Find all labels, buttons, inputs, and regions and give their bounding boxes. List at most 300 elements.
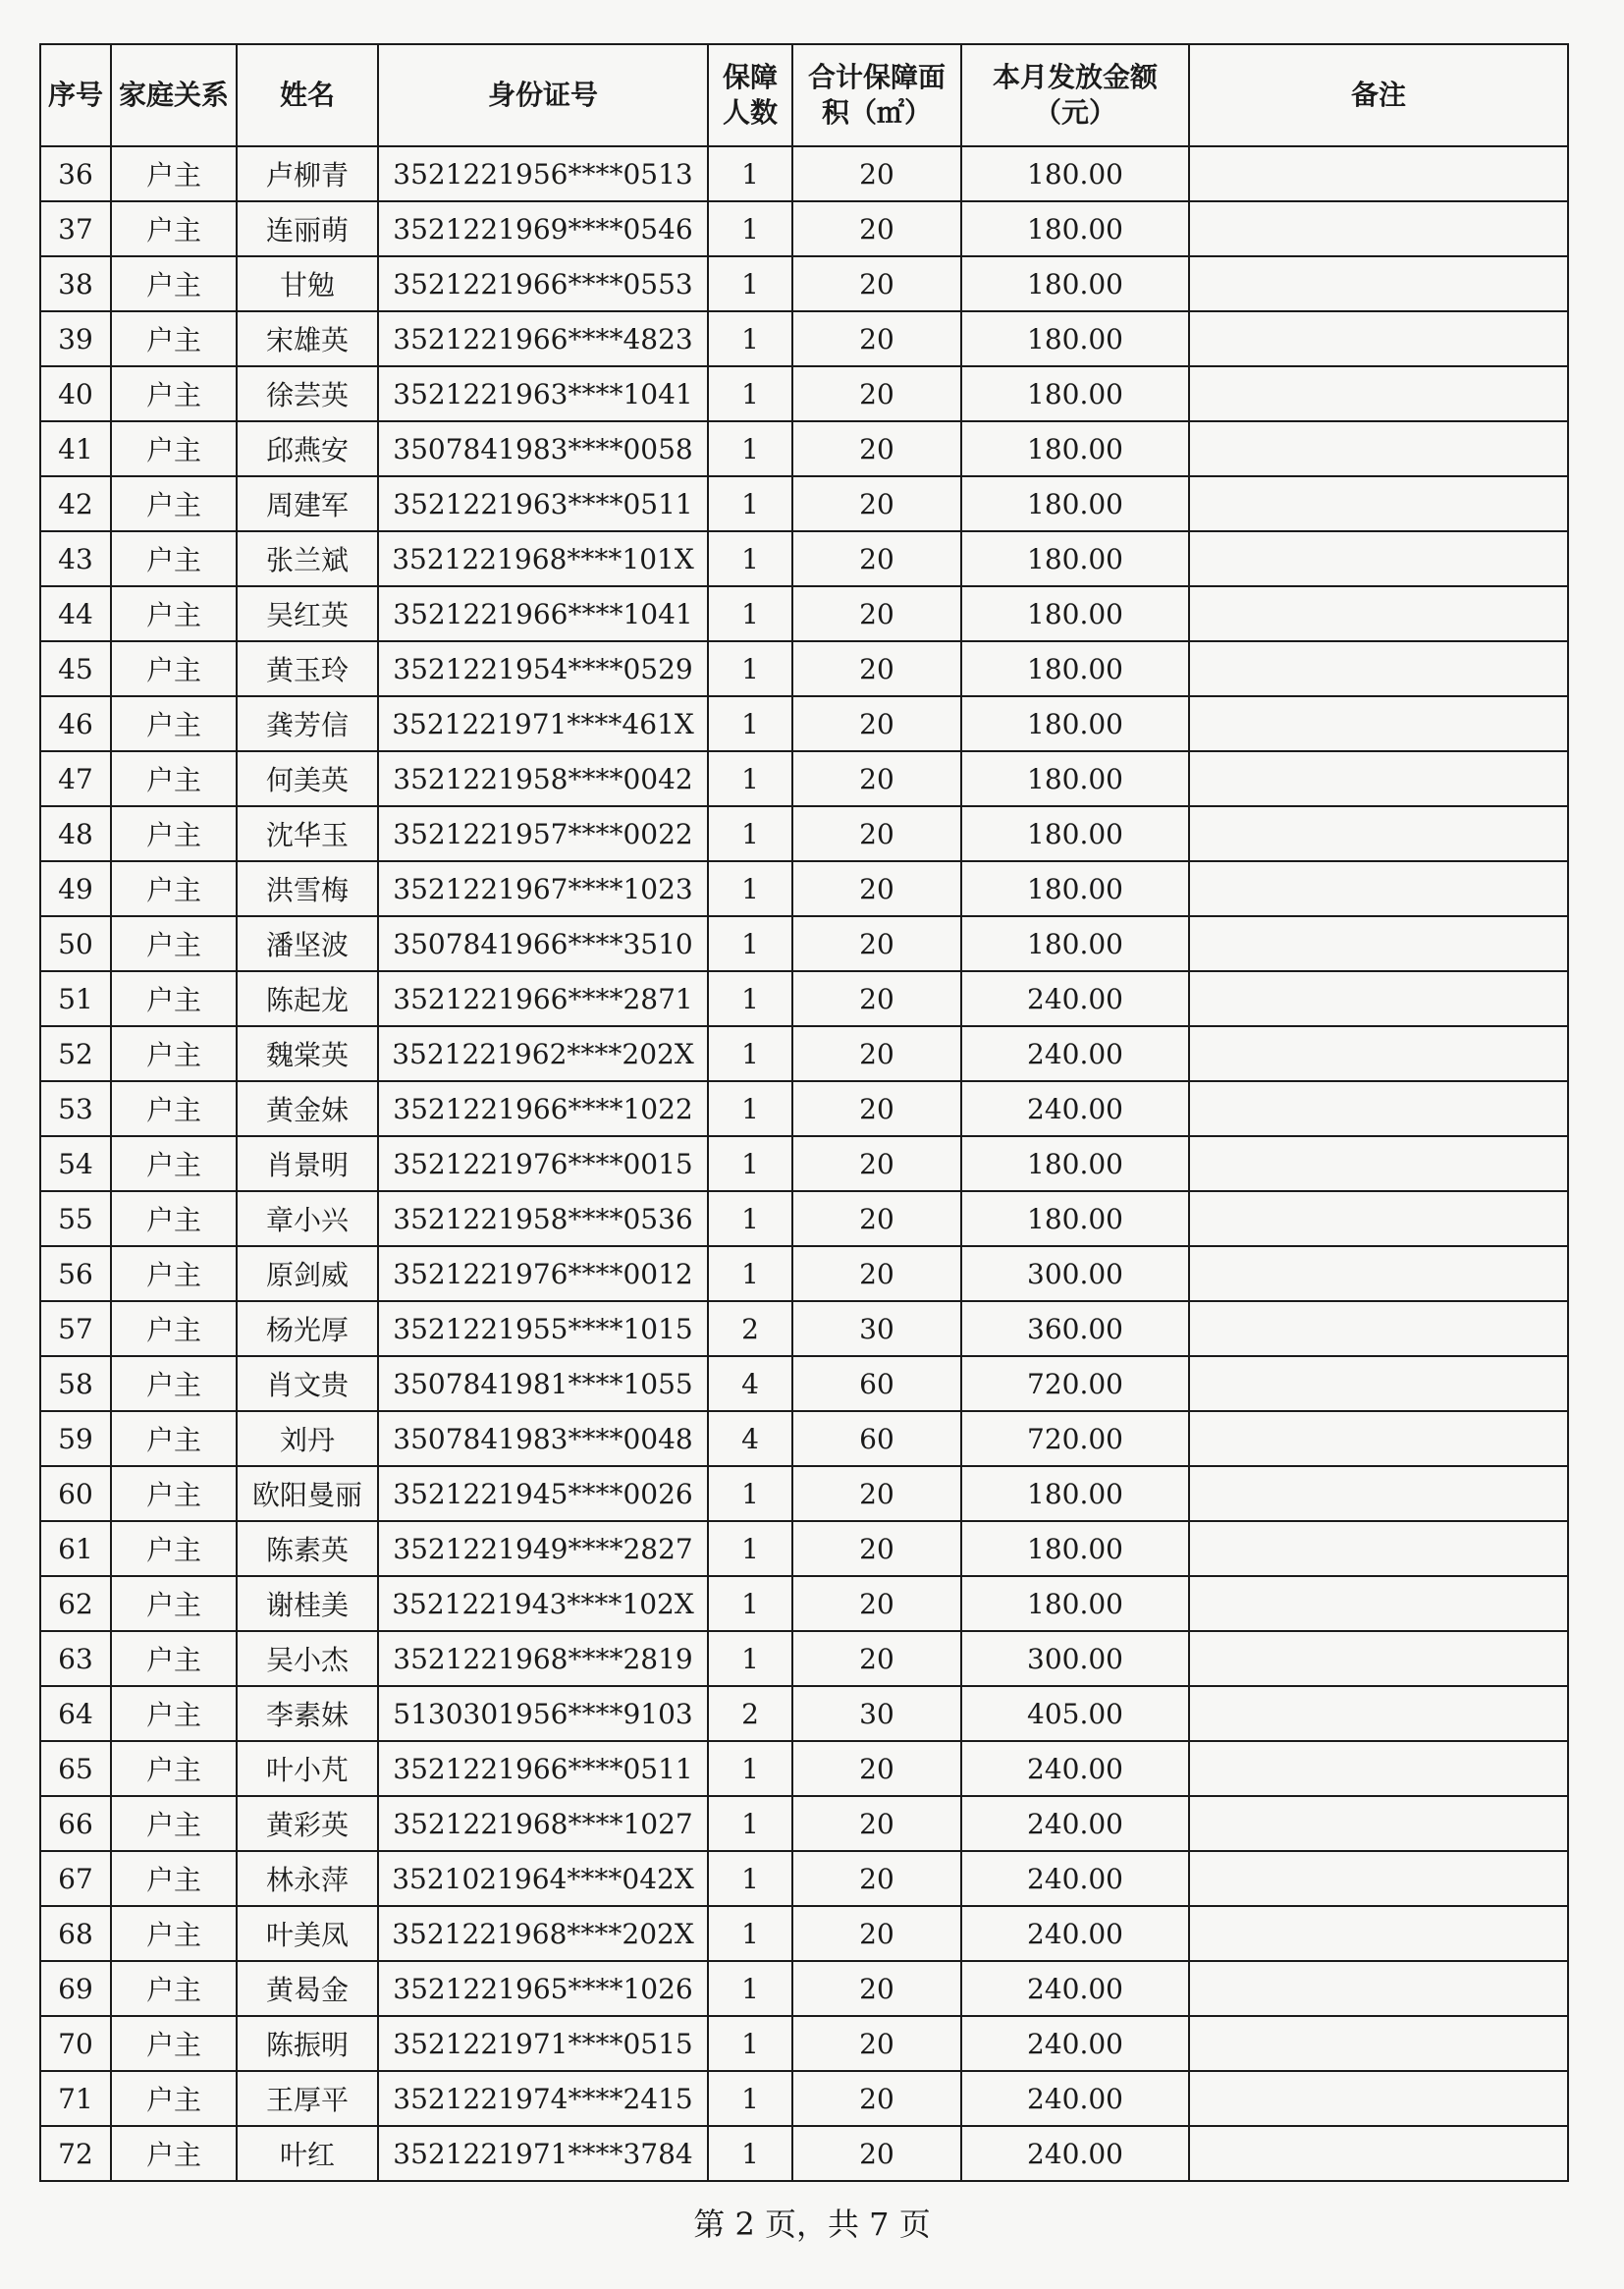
cell-remark bbox=[1189, 806, 1568, 861]
cell-seq: 55 bbox=[40, 1191, 111, 1246]
header-amount-line2: （元） bbox=[1033, 96, 1116, 129]
cell-name: 潘坚波 bbox=[237, 916, 378, 971]
cell-name: 黄金妹 bbox=[237, 1081, 378, 1136]
cell-amount: 180.00 bbox=[961, 146, 1189, 201]
table-row bbox=[40, 1411, 1568, 1466]
cell-area: 20 bbox=[792, 641, 961, 696]
header-area-line2: 积（㎡） bbox=[821, 96, 932, 129]
cell-seq: 64 bbox=[40, 1686, 111, 1741]
cell-id-number: 3521221969****0546 bbox=[378, 201, 708, 256]
cell-name: 原剑威 bbox=[237, 1246, 378, 1301]
cell-area: 20 bbox=[792, 1741, 961, 1796]
header-name: 姓名 bbox=[237, 44, 378, 146]
table-row bbox=[40, 1741, 1568, 1796]
cell-persons: 1 bbox=[708, 146, 792, 201]
table-row bbox=[40, 1301, 1568, 1356]
cell-id-number: 3521221956****0513 bbox=[378, 146, 708, 201]
cell-seq: 52 bbox=[40, 1026, 111, 1081]
cell-persons: 2 bbox=[708, 1301, 792, 1356]
cell-name: 黄曷金 bbox=[237, 1961, 378, 2016]
cell-area: 20 bbox=[792, 421, 961, 476]
cell-name: 甘勉 bbox=[237, 256, 378, 311]
cell-relation: 户主 bbox=[111, 256, 237, 311]
cell-persons: 1 bbox=[708, 751, 792, 806]
cell-amount: 180.00 bbox=[961, 366, 1189, 421]
cell-seq: 37 bbox=[40, 201, 111, 256]
cell-relation: 户主 bbox=[111, 1081, 237, 1136]
cell-remark bbox=[1189, 1521, 1568, 1576]
cell-relation: 户主 bbox=[111, 1136, 237, 1191]
cell-relation: 户主 bbox=[111, 1466, 237, 1521]
cell-relation: 户主 bbox=[111, 916, 237, 971]
cell-id-number: 3521221963****0511 bbox=[378, 476, 708, 531]
cell-area: 20 bbox=[792, 311, 961, 366]
cell-name: 肖景明 bbox=[237, 1136, 378, 1191]
cell-seq: 47 bbox=[40, 751, 111, 806]
cell-relation: 户主 bbox=[111, 421, 237, 476]
cell-amount: 180.00 bbox=[961, 1576, 1189, 1631]
cell-relation: 户主 bbox=[111, 1356, 237, 1411]
cell-name: 卢柳青 bbox=[237, 146, 378, 201]
cell-id-number: 3521221968****101X bbox=[378, 531, 708, 586]
cell-remark bbox=[1189, 971, 1568, 1026]
table-row bbox=[40, 1851, 1568, 1906]
cell-name: 叶美凤 bbox=[237, 1906, 378, 1961]
cell-relation: 户主 bbox=[111, 1191, 237, 1246]
cell-remark bbox=[1189, 421, 1568, 476]
cell-remark bbox=[1189, 1081, 1568, 1136]
cell-persons: 1 bbox=[708, 1576, 792, 1631]
cell-persons: 1 bbox=[708, 806, 792, 861]
cell-seq: 60 bbox=[40, 1466, 111, 1521]
cell-persons: 4 bbox=[708, 1356, 792, 1411]
cell-area: 30 bbox=[792, 1686, 961, 1741]
cell-amount: 240.00 bbox=[961, 1796, 1189, 1851]
cell-id-number: 3521221945****0026 bbox=[378, 1466, 708, 1521]
cell-persons: 1 bbox=[708, 1191, 792, 1246]
cell-area: 20 bbox=[792, 971, 961, 1026]
cell-name: 徐芸英 bbox=[237, 366, 378, 421]
cell-id-number: 3521221966****0553 bbox=[378, 256, 708, 311]
cell-id-number: 3521221967****1023 bbox=[378, 861, 708, 916]
cell-persons: 1 bbox=[708, 971, 792, 1026]
table-row bbox=[40, 1961, 1568, 2016]
cell-persons: 1 bbox=[708, 1521, 792, 1576]
cell-seq: 41 bbox=[40, 421, 111, 476]
cell-remark bbox=[1189, 1356, 1568, 1411]
cell-amount: 240.00 bbox=[961, 1961, 1189, 2016]
cell-id-number: 3521221966****0511 bbox=[378, 1741, 708, 1796]
cell-relation: 户主 bbox=[111, 1246, 237, 1301]
cell-remark bbox=[1189, 1576, 1568, 1631]
cell-amount: 180.00 bbox=[961, 1466, 1189, 1521]
cell-seq: 72 bbox=[40, 2126, 111, 2181]
cell-persons: 2 bbox=[708, 1686, 792, 1741]
cell-area: 20 bbox=[792, 2071, 961, 2126]
cell-seq: 58 bbox=[40, 1356, 111, 1411]
cell-persons: 1 bbox=[708, 1466, 792, 1521]
cell-id-number: 3521221971****0515 bbox=[378, 2016, 708, 2071]
cell-name: 叶红 bbox=[237, 2126, 378, 2181]
cell-persons: 1 bbox=[708, 916, 792, 971]
cell-area: 60 bbox=[792, 1356, 961, 1411]
cell-amount: 300.00 bbox=[961, 1246, 1189, 1301]
cell-amount: 180.00 bbox=[961, 421, 1189, 476]
cell-id-number: 3521221965****1026 bbox=[378, 1961, 708, 2016]
cell-amount: 360.00 bbox=[961, 1301, 1189, 1356]
cell-id-number: 3507841983****0058 bbox=[378, 421, 708, 476]
cell-seq: 70 bbox=[40, 2016, 111, 2071]
cell-remark bbox=[1189, 2126, 1568, 2181]
cell-relation: 户主 bbox=[111, 1521, 237, 1576]
cell-relation: 户主 bbox=[111, 696, 237, 751]
cell-area: 20 bbox=[792, 586, 961, 641]
table-row bbox=[40, 696, 1568, 751]
cell-name: 叶小芃 bbox=[237, 1741, 378, 1796]
cell-remark bbox=[1189, 2071, 1568, 2126]
cell-relation: 户主 bbox=[111, 1796, 237, 1851]
cell-area: 20 bbox=[792, 1961, 961, 2016]
cell-name: 陈素英 bbox=[237, 1521, 378, 1576]
cell-amount: 180.00 bbox=[961, 311, 1189, 366]
cell-seq: 63 bbox=[40, 1631, 111, 1686]
cell-seq: 45 bbox=[40, 641, 111, 696]
cell-relation: 户主 bbox=[111, 366, 237, 421]
cell-amount: 240.00 bbox=[961, 1741, 1189, 1796]
cell-area: 20 bbox=[792, 1191, 961, 1246]
cell-amount: 180.00 bbox=[961, 586, 1189, 641]
cell-amount: 180.00 bbox=[961, 916, 1189, 971]
cell-persons: 1 bbox=[708, 201, 792, 256]
cell-relation: 户主 bbox=[111, 476, 237, 531]
cell-seq: 51 bbox=[40, 971, 111, 1026]
cell-amount: 240.00 bbox=[961, 1906, 1189, 1961]
cell-name: 李素妹 bbox=[237, 1686, 378, 1741]
cell-amount: 180.00 bbox=[961, 751, 1189, 806]
cell-name: 宋雄英 bbox=[237, 311, 378, 366]
cell-seq: 66 bbox=[40, 1796, 111, 1851]
cell-remark bbox=[1189, 1686, 1568, 1741]
table-row bbox=[40, 256, 1568, 311]
cell-id-number: 3521221957****0022 bbox=[378, 806, 708, 861]
cell-seq: 42 bbox=[40, 476, 111, 531]
cell-amount: 180.00 bbox=[961, 1521, 1189, 1576]
header-seq: 序号 bbox=[40, 44, 111, 146]
table-body bbox=[40, 146, 1568, 2181]
table-row bbox=[40, 366, 1568, 421]
cell-persons: 1 bbox=[708, 696, 792, 751]
cell-area: 20 bbox=[792, 1906, 961, 1961]
cell-amount: 180.00 bbox=[961, 1191, 1189, 1246]
cell-relation: 户主 bbox=[111, 1961, 237, 2016]
cell-persons: 1 bbox=[708, 256, 792, 311]
cell-name: 魏棠英 bbox=[237, 1026, 378, 1081]
cell-amount: 180.00 bbox=[961, 696, 1189, 751]
cell-persons: 1 bbox=[708, 366, 792, 421]
cell-remark bbox=[1189, 916, 1568, 971]
cell-name: 陈振明 bbox=[237, 2016, 378, 2071]
cell-id-number: 3521221955****1015 bbox=[378, 1301, 708, 1356]
cell-remark bbox=[1189, 751, 1568, 806]
cell-amount: 240.00 bbox=[961, 2126, 1189, 2181]
cell-area: 20 bbox=[792, 806, 961, 861]
table-row bbox=[40, 916, 1568, 971]
table-row bbox=[40, 1246, 1568, 1301]
cell-area: 20 bbox=[792, 1026, 961, 1081]
cell-name: 陈起龙 bbox=[237, 971, 378, 1026]
cell-remark bbox=[1189, 1741, 1568, 1796]
table-row bbox=[40, 201, 1568, 256]
cell-name: 张兰斌 bbox=[237, 531, 378, 586]
cell-persons: 1 bbox=[708, 1961, 792, 2016]
cell-remark bbox=[1189, 1301, 1568, 1356]
cell-seq: 56 bbox=[40, 1246, 111, 1301]
cell-relation: 户主 bbox=[111, 586, 237, 641]
table-row bbox=[40, 1686, 1568, 1741]
cell-amount: 180.00 bbox=[961, 861, 1189, 916]
cell-amount: 720.00 bbox=[961, 1356, 1189, 1411]
cell-amount: 240.00 bbox=[961, 1026, 1189, 1081]
cell-name: 欧阳曼丽 bbox=[237, 1466, 378, 1521]
cell-remark bbox=[1189, 1796, 1568, 1851]
cell-seq: 61 bbox=[40, 1521, 111, 1576]
cell-remark bbox=[1189, 1411, 1568, 1466]
cell-persons: 4 bbox=[708, 1411, 792, 1466]
cell-name: 周建军 bbox=[237, 476, 378, 531]
table-row bbox=[40, 1081, 1568, 1136]
cell-persons: 1 bbox=[708, 421, 792, 476]
cell-persons: 1 bbox=[708, 531, 792, 586]
cell-remark bbox=[1189, 696, 1568, 751]
cell-id-number: 3507841983****0048 bbox=[378, 1411, 708, 1466]
cell-name: 肖文贵 bbox=[237, 1356, 378, 1411]
table-row bbox=[40, 1191, 1568, 1246]
header-area bbox=[792, 44, 961, 146]
header-relation: 家庭关系 bbox=[111, 44, 237, 146]
table-row bbox=[40, 476, 1568, 531]
cell-area: 20 bbox=[792, 1521, 961, 1576]
cell-id-number: 3521221963****1041 bbox=[378, 366, 708, 421]
cell-amount: 240.00 bbox=[961, 2016, 1189, 2071]
cell-name: 沈华玉 bbox=[237, 806, 378, 861]
cell-remark bbox=[1189, 1026, 1568, 1081]
cell-area: 20 bbox=[792, 2126, 961, 2181]
cell-remark bbox=[1189, 1906, 1568, 1961]
cell-seq: 46 bbox=[40, 696, 111, 751]
cell-remark bbox=[1189, 1631, 1568, 1686]
cell-seq: 69 bbox=[40, 1961, 111, 2016]
header-amount-line1: 本月发放金额 bbox=[992, 61, 1158, 93]
cell-remark bbox=[1189, 1246, 1568, 1301]
cell-amount: 180.00 bbox=[961, 201, 1189, 256]
cell-name: 洪雪梅 bbox=[237, 861, 378, 916]
cell-persons: 1 bbox=[708, 311, 792, 366]
cell-amount: 180.00 bbox=[961, 641, 1189, 696]
table-row bbox=[40, 1521, 1568, 1576]
cell-area: 20 bbox=[792, 476, 961, 531]
cell-id-number: 3521221966****1041 bbox=[378, 586, 708, 641]
cell-relation: 户主 bbox=[111, 806, 237, 861]
cell-name: 黄玉玲 bbox=[237, 641, 378, 696]
cell-persons: 1 bbox=[708, 1026, 792, 1081]
cell-amount: 180.00 bbox=[961, 531, 1189, 586]
cell-amount: 240.00 bbox=[961, 2071, 1189, 2126]
table-row bbox=[40, 146, 1568, 201]
cell-id-number: 3507841966****3510 bbox=[378, 916, 708, 971]
cell-relation: 户主 bbox=[111, 1631, 237, 1686]
cell-relation: 户主 bbox=[111, 311, 237, 366]
cell-area: 20 bbox=[792, 1466, 961, 1521]
cell-area: 60 bbox=[792, 1411, 961, 1466]
header-area-line1: 合计保障面 bbox=[807, 61, 946, 93]
cell-remark bbox=[1189, 1961, 1568, 2016]
cell-area: 20 bbox=[792, 146, 961, 201]
cell-seq: 71 bbox=[40, 2071, 111, 2126]
cell-persons: 1 bbox=[708, 1136, 792, 1191]
cell-relation: 户主 bbox=[111, 1906, 237, 1961]
cell-persons: 1 bbox=[708, 1906, 792, 1961]
cell-remark bbox=[1189, 2016, 1568, 2071]
header-amount bbox=[961, 44, 1189, 146]
cell-seq: 49 bbox=[40, 861, 111, 916]
cell-remark bbox=[1189, 146, 1568, 201]
cell-seq: 59 bbox=[40, 1411, 111, 1466]
cell-name: 连丽萌 bbox=[237, 201, 378, 256]
cell-name: 邱燕安 bbox=[237, 421, 378, 476]
cell-area: 20 bbox=[792, 366, 961, 421]
cell-remark bbox=[1189, 311, 1568, 366]
cell-name: 林永萍 bbox=[237, 1851, 378, 1906]
table-row bbox=[40, 2126, 1568, 2181]
cell-amount: 240.00 bbox=[961, 1851, 1189, 1906]
cell-id-number: 3521221966****2871 bbox=[378, 971, 708, 1026]
cell-seq: 53 bbox=[40, 1081, 111, 1136]
cell-persons: 1 bbox=[708, 1796, 792, 1851]
table-row bbox=[40, 861, 1568, 916]
cell-id-number: 3521221966****4823 bbox=[378, 311, 708, 366]
cell-seq: 67 bbox=[40, 1851, 111, 1906]
cell-amount: 180.00 bbox=[961, 256, 1189, 311]
cell-persons: 1 bbox=[708, 641, 792, 696]
cell-name: 龚芳信 bbox=[237, 696, 378, 751]
cell-name: 王厚平 bbox=[237, 2071, 378, 2126]
cell-persons: 1 bbox=[708, 861, 792, 916]
cell-relation: 户主 bbox=[111, 531, 237, 586]
cell-id-number: 3521221971****3784 bbox=[378, 2126, 708, 2181]
cell-area: 20 bbox=[792, 256, 961, 311]
cell-name: 章小兴 bbox=[237, 1191, 378, 1246]
table-row bbox=[40, 421, 1568, 476]
cell-relation: 户主 bbox=[111, 1851, 237, 1906]
cell-area: 20 bbox=[792, 1136, 961, 1191]
cell-persons: 1 bbox=[708, 476, 792, 531]
table-row bbox=[40, 1136, 1568, 1191]
cell-name: 黄彩英 bbox=[237, 1796, 378, 1851]
cell-amount: 180.00 bbox=[961, 806, 1189, 861]
cell-remark bbox=[1189, 531, 1568, 586]
cell-id-number: 3521221949****2827 bbox=[378, 1521, 708, 1576]
cell-area: 30 bbox=[792, 1301, 961, 1356]
cell-persons: 1 bbox=[708, 1246, 792, 1301]
cell-seq: 38 bbox=[40, 256, 111, 311]
cell-remark bbox=[1189, 256, 1568, 311]
cell-remark bbox=[1189, 1191, 1568, 1246]
cell-area: 20 bbox=[792, 531, 961, 586]
cell-relation: 户主 bbox=[111, 1686, 237, 1741]
cell-relation: 户主 bbox=[111, 971, 237, 1026]
cell-relation: 户主 bbox=[111, 146, 237, 201]
table-row bbox=[40, 641, 1568, 696]
cell-remark bbox=[1189, 586, 1568, 641]
cell-persons: 1 bbox=[708, 2071, 792, 2126]
cell-id-number: 3521221954****0529 bbox=[378, 641, 708, 696]
cell-seq: 44 bbox=[40, 586, 111, 641]
cell-remark bbox=[1189, 1851, 1568, 1906]
cell-relation: 户主 bbox=[111, 641, 237, 696]
cell-remark bbox=[1189, 476, 1568, 531]
cell-id-number: 3521221962****202X bbox=[378, 1026, 708, 1081]
cell-area: 20 bbox=[792, 1796, 961, 1851]
cell-relation: 户主 bbox=[111, 1576, 237, 1631]
cell-seq: 48 bbox=[40, 806, 111, 861]
cell-seq: 54 bbox=[40, 1136, 111, 1191]
cell-persons: 1 bbox=[708, 1631, 792, 1686]
cell-area: 20 bbox=[792, 1576, 961, 1631]
table-row bbox=[40, 1026, 1568, 1081]
cell-name: 吴红英 bbox=[237, 586, 378, 641]
cell-remark bbox=[1189, 641, 1568, 696]
cell-seq: 65 bbox=[40, 1741, 111, 1796]
cell-seq: 50 bbox=[40, 916, 111, 971]
header-persons bbox=[708, 44, 792, 146]
cell-name: 谢桂美 bbox=[237, 1576, 378, 1631]
header-persons-line2: 人数 bbox=[722, 96, 778, 129]
header-row bbox=[40, 44, 1568, 146]
cell-persons: 1 bbox=[708, 2126, 792, 2181]
cell-amount: 720.00 bbox=[961, 1411, 1189, 1466]
cell-id-number: 3521221966****1022 bbox=[378, 1081, 708, 1136]
table-row bbox=[40, 2071, 1568, 2126]
cell-area: 20 bbox=[792, 751, 961, 806]
table-row bbox=[40, 1796, 1568, 1851]
header-remark: 备注 bbox=[1189, 44, 1568, 146]
cell-seq: 39 bbox=[40, 311, 111, 366]
cell-remark bbox=[1189, 366, 1568, 421]
cell-name: 何美英 bbox=[237, 751, 378, 806]
cell-amount: 180.00 bbox=[961, 1136, 1189, 1191]
cell-id-number: 3521221968****202X bbox=[378, 1906, 708, 1961]
cell-area: 20 bbox=[792, 1631, 961, 1686]
page-footer: 第 2 页，共 7 页 bbox=[693, 2206, 931, 2243]
cell-relation: 户主 bbox=[111, 1301, 237, 1356]
table-row bbox=[40, 1906, 1568, 1961]
cell-id-number: 3521221971****461X bbox=[378, 696, 708, 751]
cell-persons: 1 bbox=[708, 1081, 792, 1136]
cell-relation: 户主 bbox=[111, 861, 237, 916]
cell-remark bbox=[1189, 861, 1568, 916]
cell-id-number: 3521221958****0536 bbox=[378, 1191, 708, 1246]
subsidy-roster-table bbox=[39, 43, 1569, 2182]
cell-id-number: 3521221976****0015 bbox=[378, 1136, 708, 1191]
cell-relation: 户主 bbox=[111, 2071, 237, 2126]
cell-area: 20 bbox=[792, 1246, 961, 1301]
table-row bbox=[40, 2016, 1568, 2071]
cell-id-number: 3521021964****042X bbox=[378, 1851, 708, 1906]
table-header bbox=[40, 44, 1568, 146]
cell-id-number: 3521221958****0042 bbox=[378, 751, 708, 806]
cell-area: 20 bbox=[792, 2016, 961, 2071]
table-row bbox=[40, 531, 1568, 586]
